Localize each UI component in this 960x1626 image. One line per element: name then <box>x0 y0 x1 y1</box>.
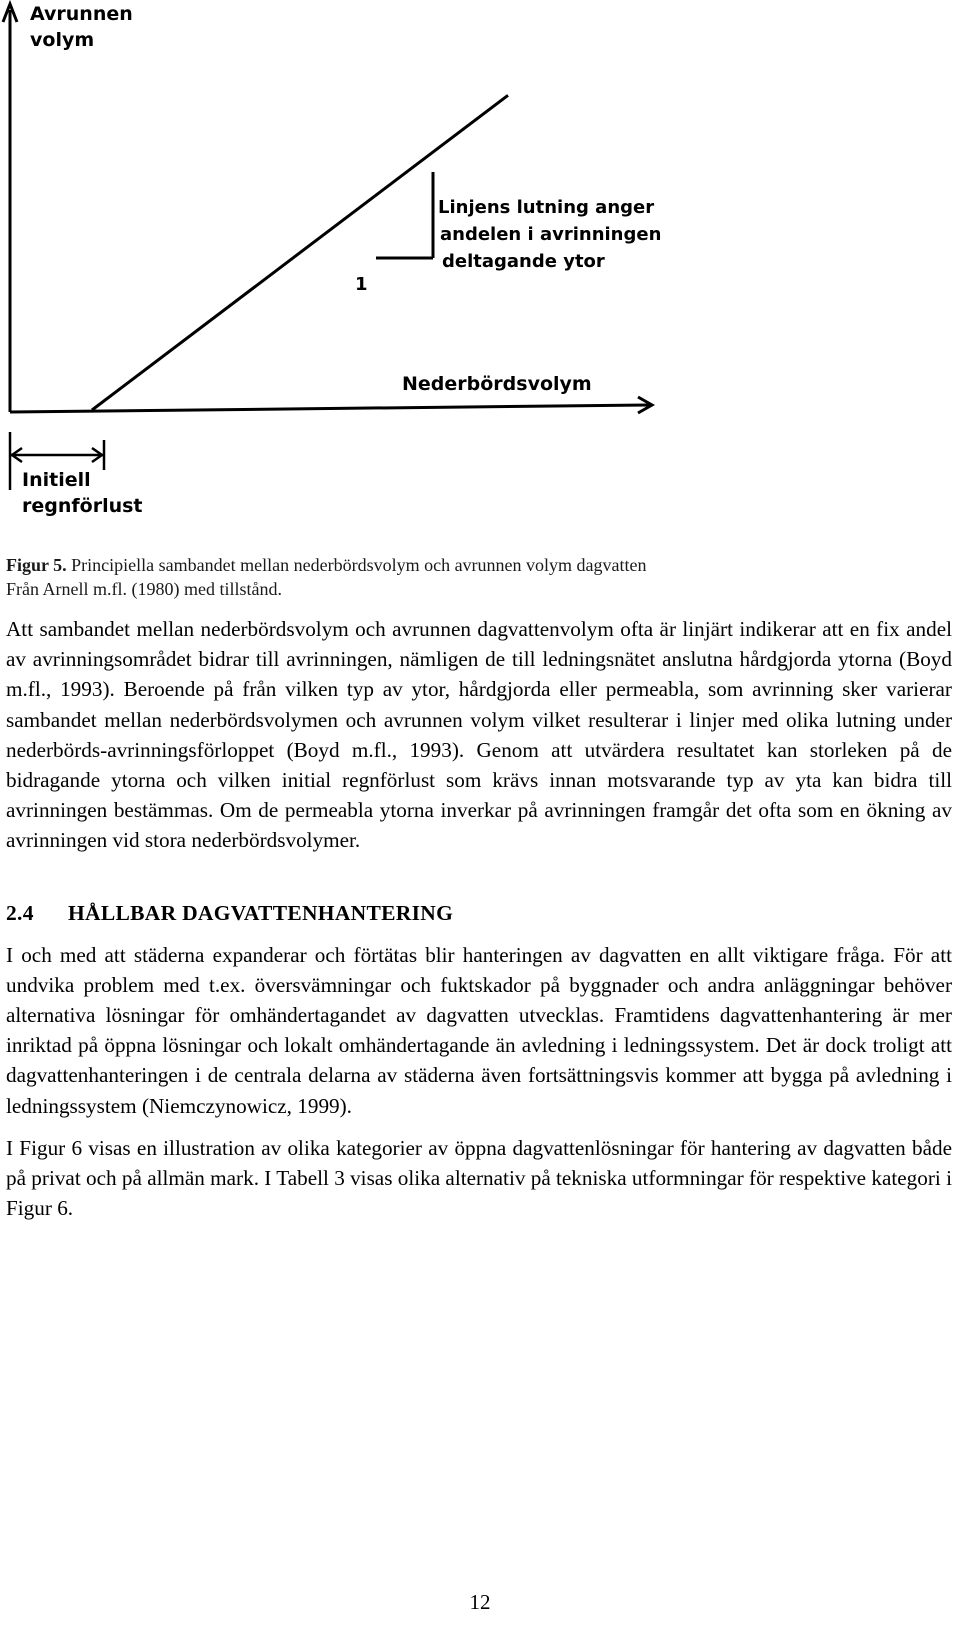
x-axis <box>10 405 650 412</box>
paragraph-sustainable-management: I och med att städerna expanderar och förtätas blir hanteringen av dagvatten en allt viktigare fråga. För att undvika problem med t.ex. översvämningar och fuktskador på byggnader och andra anläggningar behöver alternativa lösningar för omhändertagandet av dagvatten utvecklas. Framtidens dagvattenhantering är mer inriktad på öppna lösningar och lokalt omhändertagande än avledning i ledningssystem. Det är dock troligt att dagvattenhanteringen i de centrala delarna av städerna även fortsättningsvis kommer att bygga på avledning i ledningssystem (Niemczynowicz, 1999). <box>6 942 952 1118</box>
y-axis-label-line1: Avrunnen <box>30 3 133 25</box>
paragraph-figure-reference: I Figur 6 visas en illustration av olika kategorier av öppna dagvattenlösningar för hantering av dagvatten både på privat och på allmän mark. I Tabell 3 visas olika alternativ på tekniska utformningar för respektive kategori i Figur 6. <box>6 1135 952 1221</box>
slope-label-line3: deltagande ytor <box>442 251 605 272</box>
runoff-figure <box>0 0 960 540</box>
section-heading <box>6 898 952 928</box>
caption-line2: Från Arnell m.fl. (1980) med tillstånd. <box>6 579 282 599</box>
paragraph-runoff-relation: Att sambandet mellan nederbördsvolym och avrunnen dagvattenvolym ofta är linjärt indikerar att en fix andel av avrinningsområdet bidrar till avrinningen, nämligen de till ledningsnätet anslutna hårdgjorda ytorna (Boyd m.fl., 1993). Beroende på från vilken typ av ytor, hårdgjorda eller permeabla, som avrinning sker varierar sambandet mellan nederbördsvolymen och avrunnen volym vilket resulterar i linjer med olika lutning under nederbörds-avrinningsförloppet (Boyd m.fl., 1993). Genom att utvärdera resultatet kan storleken på de bidragande ytorna och vilken initial regnförlust som krävs innan motsvarande typ av yta kan bidra till avrinningen bestämmas. Om de permeabla ytorna inverkar på avrinningen framgår det ofta som en ökning av avrinningen vid stora nederbördsvolymer. <box>6 617 952 853</box>
y-axis-label-line2: volym <box>30 29 95 51</box>
caption-lead: Figur 5. <box>6 555 67 575</box>
initial-loss-label-line2: regnförlust <box>22 495 143 517</box>
page-number: 12 <box>469 1590 491 1614</box>
body-text <box>6 614 952 1223</box>
caption-line1 <box>6 553 906 577</box>
figure-caption <box>6 553 906 601</box>
section-number: 2.4 <box>6 900 34 925</box>
section-title: HÅLLBAR DAGVATTENHANTERING <box>68 900 454 925</box>
slope-label-line1: Linjens lutning anger <box>438 197 655 218</box>
x-axis-label: Nederbördsvolym <box>402 373 592 395</box>
caption-line1-text: Principiella sambandet mellan nederbördsvolym och avrunnen volym dagvatten <box>66 555 647 575</box>
slope-unit-label: 1 <box>355 274 368 295</box>
runoff-chart <box>0 0 960 540</box>
slope-label-line2: andelen i avrinningen <box>440 224 662 245</box>
initial-loss-label-line1: Initiell <box>22 469 91 491</box>
